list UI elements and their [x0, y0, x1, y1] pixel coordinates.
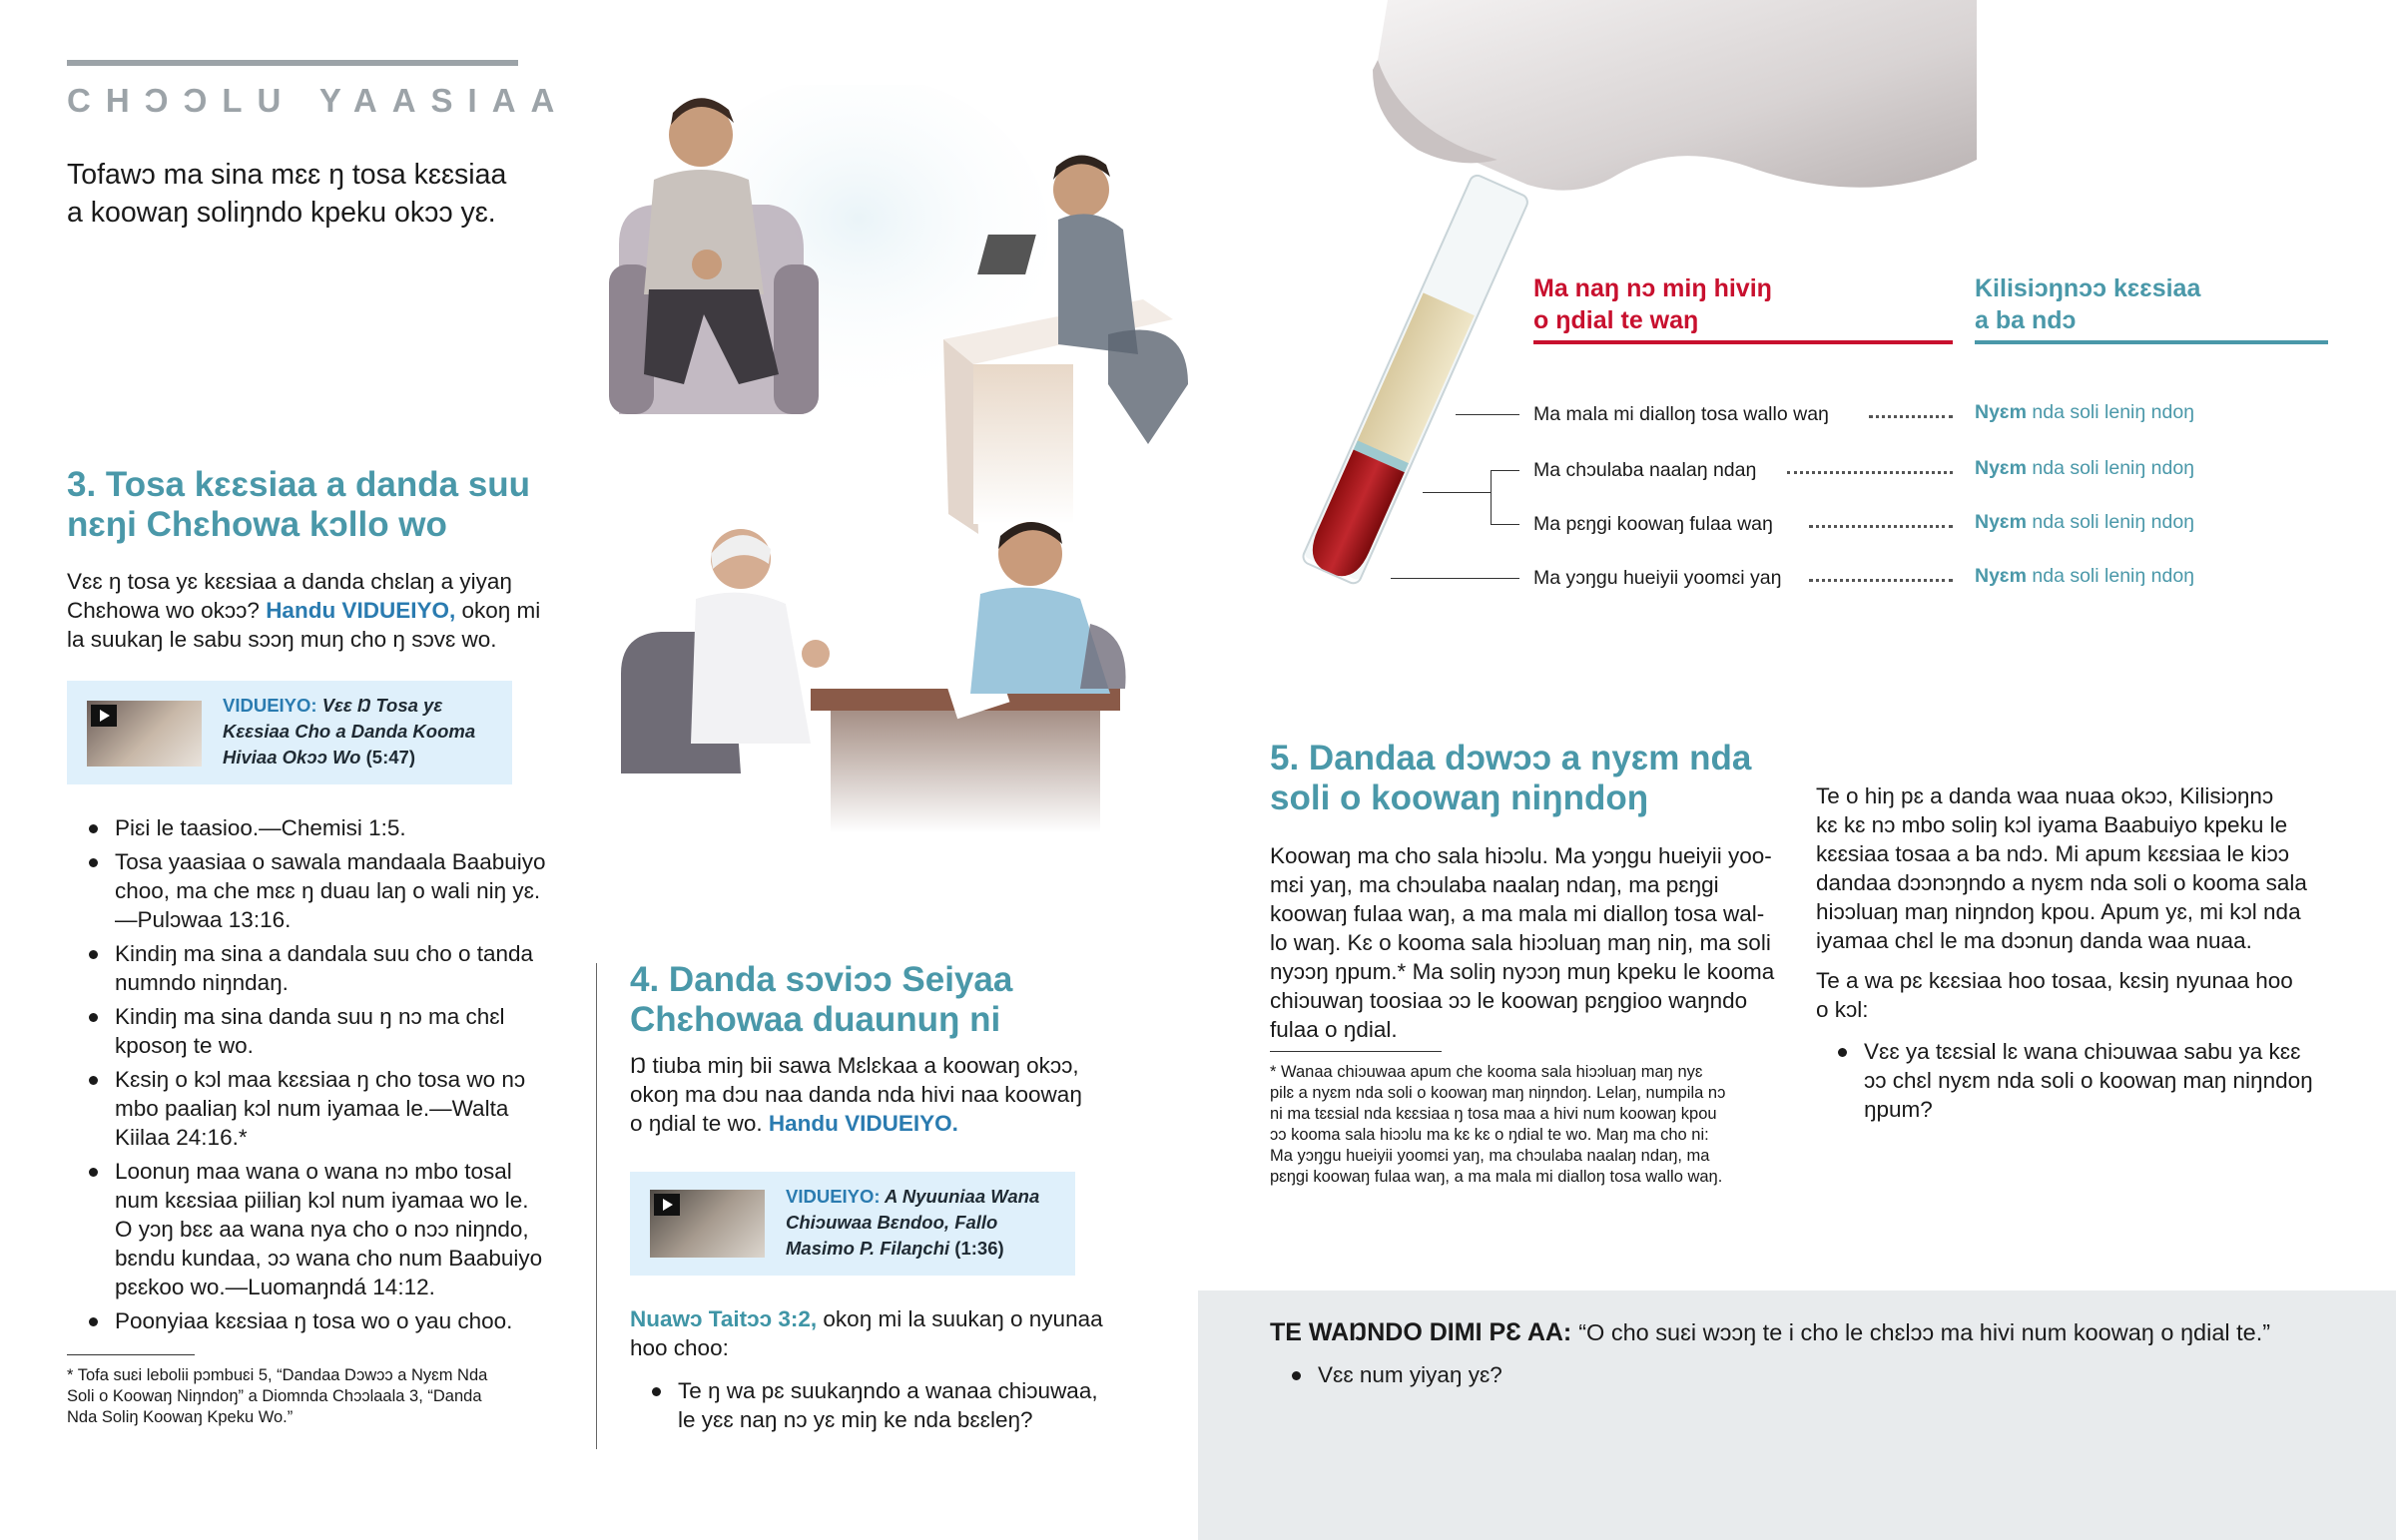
text-line: fulaa o ŋdial.	[1270, 1017, 1398, 1042]
section5-right-bullets	[1816, 1037, 2335, 1129]
section5-right-paragraph	[1816, 781, 2335, 955]
chart-row-label: Ma mala mi dialloŋ tosa wallo waŋ	[1533, 403, 1829, 425]
header-line: a ba ndɔ	[1975, 306, 2077, 334]
section4-paragraph	[630, 1051, 1129, 1138]
para-text: o ŋdial te wo.	[630, 1111, 763, 1136]
text-line: Te o hiŋ pɛ a danda waa nuaa okɔɔ, Kilisiɔŋnɔ	[1816, 783, 2274, 808]
dotted-leader	[1809, 525, 1953, 528]
bullet-text: pɛɛkoo wo.—Luomaŋndá 14:12.	[115, 1275, 435, 1299]
bullet-text: numndo niŋndaŋ.	[115, 970, 289, 995]
bullet-text: Loonuŋ maa wana o wana nɔ mbo tosal	[115, 1159, 512, 1184]
discussion-label: TE WAŊNDO DIMI PƐ AA:	[1270, 1318, 1572, 1346]
text-line: Ma yɔŋgu hueiyii yoomɛi yaŋ, ma chɔulaba naalaŋ ndaŋ, ma	[1270, 1147, 1710, 1165]
section5-heading	[1270, 739, 1751, 818]
dotted-leader	[1869, 415, 1953, 418]
section4-heading	[630, 960, 1012, 1040]
text-line: Vɛɛ ya tɛɛsial lɛ wana chiɔuwaa sabu ya kɛɛ	[1864, 1039, 2301, 1064]
list-item	[1816, 1037, 2335, 1124]
list-item	[67, 1065, 576, 1152]
chart-row-label: Ma pɛŋgi koowaŋ fulaa waŋ	[1533, 513, 1773, 535]
bullet-text: num kɛɛsiaa piiliaŋ kɔl num iyamaa wo le.	[115, 1188, 529, 1213]
para-text: hoo choo:	[630, 1335, 729, 1360]
answer-bold: Nyɛm	[1975, 511, 2027, 533]
connector-line	[1491, 470, 1492, 524]
text-line: o kɔl:	[1816, 997, 1869, 1022]
discussion-box	[1198, 1290, 2396, 1540]
footnote-line: Soli o Koowaŋ Niŋndoŋ” a Diomnda Chɔɔlaala 3, “Danda	[67, 1387, 482, 1405]
chart-row-answer	[1975, 401, 2194, 424]
section5-footnote	[1270, 1062, 1789, 1188]
bullet-text: kposoŋ te wo.	[115, 1033, 254, 1058]
para-text: okoŋ ma dɔu naa danda nda hivi naa koowaŋ	[630, 1082, 1082, 1107]
section3-footnote	[67, 1365, 586, 1428]
dotted-leader	[1809, 579, 1953, 582]
para-text: okoŋ mi	[461, 598, 541, 623]
bullet-text: Kɛsiŋ o kɔl maa kɛɛsiaa ŋ cho tosa wo nɔ	[115, 1067, 526, 1092]
answer-rest: nda soli leniŋ ndoŋ	[2026, 457, 2195, 479]
chart-row-label: Ma yɔŋgu hueiyii yoomɛi yaŋ	[1533, 567, 1782, 589]
connector-line	[1491, 470, 1519, 471]
footnote-rule	[1270, 1051, 1442, 1052]
text-line: kɛ kɛ nɔ mbo soliŋ kɔl iyama Baabuiyo kpeku le	[1816, 812, 2288, 837]
play-icon[interactable]	[654, 1194, 680, 1216]
list-item	[67, 1157, 576, 1301]
chart-row-answer	[1975, 565, 2194, 588]
section3-paragraph	[67, 567, 566, 654]
video-title-text: Chiɔuwaa Bɛndoo, Fallo	[786, 1212, 998, 1233]
chart-col-rule-red	[1533, 340, 1953, 344]
list-item	[67, 1306, 576, 1335]
column-divider	[596, 963, 597, 1449]
heading-line: soli o koowaŋ niŋndoŋ	[1270, 778, 1649, 817]
section4-bullets	[630, 1376, 1139, 1439]
answer-bold: Nyɛm	[1975, 565, 2027, 587]
chart-col-header-teal	[1975, 272, 2200, 336]
video-title-text: Vɛɛ Ŋ Tosa yɛ	[321, 695, 443, 716]
para-text: Ŋ tiuba miŋ bii sawa Mɛlɛkaa a koowaŋ okɔɔ,	[630, 1053, 1079, 1078]
video-thumbnail[interactable]	[650, 1190, 765, 1258]
text-line: ni ma tɛɛsial nda kɛɛsiaa ŋ tosa maa a hivi num koowaŋ kpou	[1270, 1105, 1717, 1123]
bullet-text: le yɛɛ naŋ nɔ yɛ miŋ ke nda bɛɛleŋ?	[678, 1407, 1033, 1432]
bullet-text: Te ŋ wa pɛ suukaŋndo a wanaa chiɔuwaa,	[678, 1378, 1098, 1403]
connector-line	[1391, 578, 1519, 579]
heading-line: 3. Tosa kɛɛsiaa a danda suu	[67, 465, 531, 504]
chart-row-answer	[1975, 511, 2194, 534]
chart-col-rule-teal	[1975, 340, 2328, 344]
answer-bold: Nyɛm	[1975, 457, 2027, 479]
text-line: koowaŋ fulaa waŋ, a ma mala mi dialloŋ tosa wal-	[1270, 901, 1765, 926]
intro-text	[67, 156, 506, 232]
handu-video-link[interactable]: Handu VIDUEIYO,	[266, 598, 456, 623]
chart-row-label: Ma chɔulaba naalaŋ ndaŋ	[1533, 459, 1757, 481]
intro-line: a koowaŋ soliŋndo kpeku okɔɔ yɛ.	[67, 197, 496, 229]
connector-line	[1491, 524, 1519, 525]
section5-right-paragraph	[1816, 966, 2335, 1024]
list-item	[67, 847, 576, 934]
text-line: ŋpum?	[1864, 1097, 1933, 1122]
handu-video-link[interactable]: Handu VIDUEIYO.	[768, 1111, 958, 1136]
text-line: dandaa dɔɔnɔŋndo a nyɛm nda soli o kooma sala	[1816, 870, 2307, 895]
video-card-1[interactable]	[67, 681, 512, 784]
text-line: mɛi yaŋ, ma chɔulaba naalaŋ ndaŋ, ma pɛŋgi	[1270, 872, 1719, 897]
text-line: Koowaŋ ma cho sala hiɔɔlu. Ma yɔŋgu hueiyii yoo-	[1270, 843, 1772, 868]
para-text: okoŋ mi la suukaŋ o nyunaa	[823, 1306, 1103, 1331]
header-line: o ŋdial te waŋ	[1533, 306, 1699, 334]
bullet-text: bɛndu kundaa, ɔɔ wana cho num Baabuiyo	[115, 1246, 543, 1271]
intro-line: Tofawɔ ma sina mɛɛ ŋ tosa kɛɛsiaa	[67, 159, 507, 191]
page-title: CHƆƆLU YAASIAA	[67, 82, 570, 119]
play-icon[interactable]	[91, 705, 117, 727]
video-title-text: Masimo P. Filaŋchi	[786, 1238, 950, 1259]
heading-line: nɛŋi Chɛhowa kɔllo wo	[67, 505, 447, 544]
video-title[interactable]	[223, 693, 502, 770]
section3-bullets	[67, 813, 576, 1340]
video-duration: (1:36)	[954, 1238, 1004, 1259]
bullet-text: choo, ma che mɛɛ ŋ duau laŋ o wali niŋ yɛ.	[115, 878, 541, 903]
bullet-text: Poonyiaa kɛɛsiaa ŋ tosa wo o yau choo.	[115, 1308, 513, 1333]
bullet-text: Kindiŋ ma sina danda suu ŋ nɔ ma chɛl	[115, 1004, 505, 1029]
dotted-leader	[1787, 471, 1953, 474]
text-line: hiɔɔluaŋ maŋ niŋndoŋ kpou. Apum yɛ, mi kɔl nda	[1816, 899, 2301, 924]
video-card-2[interactable]	[630, 1172, 1075, 1276]
list-item	[67, 1002, 576, 1060]
bullet-text: O yɔŋ bɛɛ aa wana nya cho o nɔɔ niŋndo,	[115, 1217, 529, 1242]
header-line: Ma naŋ nɔ miŋ hiviŋ	[1533, 274, 1772, 302]
text-line: nyɔɔŋ ŋpum.* Ma soliŋ nyɔɔŋ muŋ kpeku le kooma	[1270, 959, 1775, 984]
illustration-worried-man	[589, 85, 1188, 544]
header-line: Kilisiɔŋnɔɔ kɛɛsiaa	[1975, 274, 2201, 302]
bullet-text: Kindiŋ ma sina a dandala suu cho o tanda	[115, 941, 534, 966]
footnote-line: Nda Soliŋ Koowaŋ Kpeku Wo.”	[67, 1408, 294, 1426]
video-label: VIDUEIYO:	[223, 695, 317, 716]
text-line: lo waŋ. Kɛ o kooma sala hiɔɔluaŋ maŋ niŋ, ma soli	[1270, 930, 1771, 955]
para-text: Chɛhowa wo okɔɔ?	[67, 598, 260, 623]
chart-col-header-red	[1533, 272, 1772, 336]
video-title-text: Hiviaa Okɔɔ Wo	[223, 747, 361, 768]
list-item	[67, 939, 576, 997]
bullet-text: Tosa yaasiaa o sawala mandaala Baabuiyo	[115, 849, 546, 874]
bullet-text: mbo paaliaŋ kɔl num iyamaa le.—Walta	[115, 1096, 509, 1121]
list-item	[630, 1376, 1139, 1434]
text-line: pilɛ a nyɛm nda soli o koowaŋ maŋ niŋndoŋ. Lelaŋ, numpila nɔ	[1270, 1084, 1726, 1102]
text-line: ɔɔ kooma sala hiɔɔlu ma kɛ kɛ o ŋdial te wo. Maŋ ma cho ni:	[1270, 1126, 1709, 1144]
connector-line	[1423, 492, 1491, 493]
illustration-doctor-consultation	[611, 514, 1130, 833]
text-line: chiɔuwaŋ toosiaa ɔɔ le koowaŋ pɛŋgioo waŋndo	[1270, 988, 1748, 1013]
video-title-text: A Nyuuniaa Wana	[885, 1186, 1040, 1207]
heading-line: 4. Danda sɔviɔɔ Seiyaa	[630, 960, 1013, 999]
chart-row-answer	[1975, 457, 2194, 480]
answer-bold: Nyɛm	[1975, 401, 2027, 423]
header-rule	[67, 60, 518, 66]
video-duration: (5:47)	[365, 747, 415, 768]
discussion-bullets	[1270, 1360, 1869, 1394]
video-label: VIDUEIYO:	[786, 1186, 881, 1207]
list-item: Vɛɛ num yiyaŋ yɛ?	[1270, 1360, 1869, 1389]
discussion-quote: “O cho suɛi wɔɔŋ te i cho le chɛlɔɔ ma hivi num koowaŋ o ŋdial te.”	[1578, 1319, 2271, 1345]
discussion-line	[1270, 1316, 2270, 1348]
answer-rest: nda soli leniŋ ndoŋ	[2026, 565, 2195, 587]
section4-verse	[630, 1304, 1129, 1362]
text-line: ɔɔ chɛl nyɛm nda soli o koowaŋ maŋ niŋndoŋ	[1864, 1068, 2313, 1093]
text-line: * Wanaa chiɔuwaa apum che kooma sala hiɔɔluaŋ maŋ nyɛ	[1270, 1063, 1703, 1081]
list-item	[67, 813, 576, 842]
section5-paragraph	[1270, 841, 1789, 1044]
video-title-text: Kɛɛsiaa Cho a Danda Kooma	[223, 721, 476, 742]
footnote-line: * Tofa suɛi lebolii pɔmbuɛi 5, “Dandaa Dɔwɔɔ a Nyɛm Nda	[67, 1366, 488, 1384]
text-line: iyamaa chɛl le ma dɔɔnuŋ danda waa nuaa.	[1816, 928, 2252, 953]
heading-line: 5. Dandaa dɔwɔɔ a nyɛm nda	[1270, 739, 1752, 777]
bullet-text: Kiilaa 24:16.*	[115, 1125, 248, 1150]
section3-heading	[67, 465, 530, 545]
bullet-text: Piɛi le taasioo.—Chemisi 1:5.	[115, 815, 406, 840]
text-line: pɛŋgi koowaŋ fulaa waŋ, a ma mala mi dialloŋ tosa wallo waŋ.	[1270, 1168, 1723, 1186]
answer-rest: nda soli leniŋ ndoŋ	[2026, 511, 2195, 533]
bullet-text: —Pulɔwaa 13:16.	[115, 907, 292, 932]
heading-line: Chɛhowaa duaunuŋ ni	[630, 1000, 1001, 1039]
para-text: Vɛɛ ŋ tosa yɛ kɛɛsiaa a danda chɛlaŋ a yiyaŋ	[67, 569, 512, 594]
text-line: Te a wa pɛ kɛɛsiaa hoo tosaa, kɛsiŋ nyunaa hoo	[1816, 968, 2293, 993]
answer-rest: nda soli leniŋ ndoŋ	[2026, 401, 2195, 423]
connector-line	[1456, 414, 1519, 415]
verse-link[interactable]: Nuawɔ Taitɔɔ 3:2,	[630, 1306, 818, 1331]
video-thumbnail[interactable]	[87, 701, 202, 767]
text-line: kɛɛsiaa tosaa a ba ndɔ. Mi apum kɛɛsiaa le kiɔɔ	[1816, 841, 2289, 866]
footnote-rule	[67, 1354, 195, 1355]
video-title[interactable]	[786, 1184, 1065, 1262]
para-text: la suukaŋ le sabu sɔɔŋ muŋ cho ŋ sɔvɛ wo.	[67, 627, 497, 652]
